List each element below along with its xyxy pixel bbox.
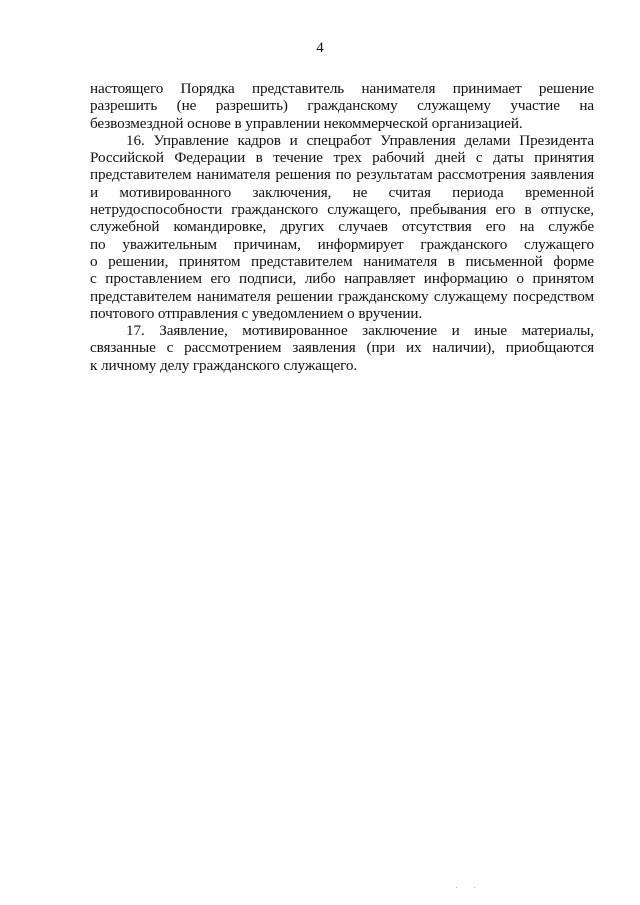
text-line: безвозмездной основе в управлении некоммерческой организацией. [90,114,523,132]
text-line: связанные с рассмотрением заявления (при их наличии), приобщаются [90,339,594,357]
text-line: Российской Федерации в течение трех рабочий дней с даты принятия [90,149,594,167]
paragraph-16 [90,132,594,322]
paragraph-17 [90,322,594,374]
text-line: с проставлением его подписи, либо направляет информацию о принятом [90,270,594,288]
text-line: разрешить (не разрешить) гражданскому служащему участие на [90,97,594,115]
text-line: представителем нанимателя решении гражданскому служащему посредством [90,287,594,305]
text-line: о решении, принятом представителем нанимателя в письменной форме [90,252,594,270]
text-line: служебной командировке, других случаев отсутствия его на службе [90,218,594,236]
text-line: 16. Управление кадров и спецработ Управления делами Президента [126,131,594,149]
text-line: почтового отправления с уведомлением о вручении. [90,304,423,322]
document-body [90,80,594,374]
text-line: нетрудоспособности гражданского служащего, пребывания его в отпуске, [90,201,594,219]
text-line: 17. Заявление, мотивированное заключение и иные материалы, [126,322,594,340]
paragraph-continuation [90,80,594,132]
scan-specks: · · [455,883,483,894]
text-line: представителем нанимателя решения по результатам рассмотрения заявления [90,166,594,184]
text-line: настоящего Порядка представитель нанимателя принимает решение [90,80,594,97]
page-number: 4 [316,40,324,56]
text-line: к личному делу гражданского служащего. [90,356,358,374]
text-line: по уважительным причинам, информирует гражданского служащего [90,235,594,253]
text-line: и мотивированного заключения, не считая периода временной [90,183,594,201]
